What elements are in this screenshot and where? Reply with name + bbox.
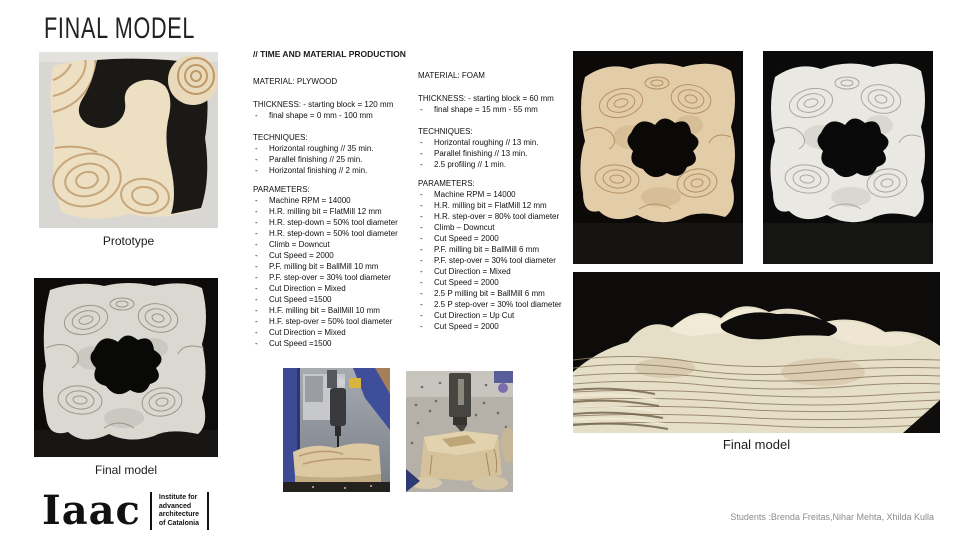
list-item: - final shape = 15 mm - 55 mm [418, 104, 588, 115]
foam-parameters-group [418, 200, 588, 244]
list-item: - Cut Speed = 2000 [418, 233, 588, 244]
logo-divider [150, 492, 152, 530]
plywood-thickness-heading: THICKNESS: - starting block = 120 mm [253, 100, 394, 109]
plywood-parameters-group [253, 261, 423, 305]
plywood-parameters-group [253, 305, 423, 349]
list-item: - H.F. step-over = 50% tool diameter [253, 316, 423, 327]
final-model-right-caption: Final model [722, 437, 791, 452]
list-item: - final shape = 0 mm - 100 mm [253, 110, 423, 121]
wood-model-photo [573, 51, 743, 264]
foam-parameters-group [418, 288, 588, 332]
list-item: - H.R. step-down = 50% tool diameter [253, 228, 423, 239]
foam-thickness-heading: THICKNESS: - starting block = 60 mm [418, 94, 554, 103]
plywood-parameters-heading: PARAMETERS: [253, 185, 310, 194]
list-item: - P.F. step-over = 30% tool diameter [253, 272, 423, 283]
list-item: - Cut Direction = Mixed [418, 266, 588, 277]
foam-parameters-group [418, 189, 588, 200]
prototype-caption: Prototype [102, 234, 155, 248]
cnc-machine-photo-left [283, 368, 390, 492]
foam-column [418, 70, 588, 332]
list-item: - Parallel finishing // 13 min. [418, 148, 588, 159]
list-item: - H.R. step-over = 80% tool diameter [418, 211, 588, 222]
list-item: - H.R. milling bit = FlatMill 12 mm [418, 200, 588, 211]
list-item: - Cut Speed = 2000 [253, 250, 423, 261]
foam-techniques-list [418, 137, 588, 170]
list-item: - Machine RPM = 14000 [253, 195, 423, 206]
list-item: - Cut Speed =1500 [253, 294, 423, 305]
logo-tagline: Institute for advanced architecture of Catalonia [158, 494, 199, 527]
section-heading: // TIME AND MATERIAL PRODUCTION [253, 49, 406, 59]
plywood-parameters-group [253, 206, 423, 261]
list-item: - Cut Direction = Mixed [253, 283, 423, 294]
list-item: - 2.5 P milling bit = BallMill 6 mm [418, 288, 588, 299]
plywood-thickness-list [253, 110, 423, 121]
list-item: - P.F. milling bit = BallMill 10 mm [253, 261, 423, 272]
list-item: - H.F. milling bit = BallMill 10 mm [253, 305, 423, 316]
plywood-column [253, 76, 423, 349]
list-item: - P.F. step-over = 30% tool diameter [418, 255, 588, 266]
foam-parameters-heading: PARAMETERS: [418, 179, 475, 188]
list-item: - Cut Direction = Mixed [253, 327, 423, 338]
foam-parameters-group [418, 244, 588, 288]
list-item: - Horizontal roughing // 35 min. [253, 143, 423, 154]
list-item: - H.R. step-down = 50% tool diameter [253, 217, 423, 228]
list-item: - H.R. milling bit = FlatMill 12 mm [253, 206, 423, 217]
iaac-logo [42, 487, 209, 534]
plywood-techniques-list [253, 143, 423, 176]
list-item: - Cut Speed = 2000 [418, 277, 588, 288]
list-item: - 2.5 P step-over = 30% tool diameter [418, 299, 588, 310]
list-item: - 2.5 profiling // 1 min. [418, 159, 588, 170]
final-model-right-photo [573, 272, 940, 433]
list-item: - Cut Speed = 2000 [418, 321, 588, 332]
logo-divider [207, 492, 209, 530]
prototype-photo [39, 52, 218, 228]
plywood-parameters-group [253, 195, 423, 206]
list-item: - Machine RPM = 14000 [418, 189, 588, 200]
foam-techniques-heading: TECHNIQUES: [418, 127, 473, 136]
list-item: - Climb – Downcut [418, 222, 588, 233]
final-model-left-caption: Final model [94, 463, 158, 477]
plywood-material: MATERIAL: PLYWOOD [253, 77, 338, 86]
plywood-techniques-heading: TECHNIQUES: [253, 133, 308, 142]
list-item: - Horizontal roughing // 13 min. [418, 137, 588, 148]
foam-model-photo [760, 51, 936, 264]
final-model-left-photo [34, 278, 218, 457]
list-item: - Cut Direction = Up Cut [418, 310, 588, 321]
list-item: - Parallel finishing // 25 min. [253, 154, 423, 165]
list-item: - Cut Speed =1500 [253, 338, 423, 349]
foam-material: MATERIAL: FOAM [418, 71, 485, 80]
list-item: - P.F. milling bit = BallMill 6 mm [418, 244, 588, 255]
students-credit: Students :Brenda Freitas,Nihar Mehta, Xhilda Kulla [730, 512, 934, 522]
list-item: - Climb = Downcut [253, 239, 423, 250]
iaac-wordmark: Iaac [42, 487, 141, 534]
foam-thickness-list [418, 104, 588, 115]
page-title: FINAL MODEL [44, 12, 196, 45]
cnc-machine-photo-right [406, 371, 513, 492]
list-item: - Horizontal finishing // 2 min. [253, 165, 423, 176]
